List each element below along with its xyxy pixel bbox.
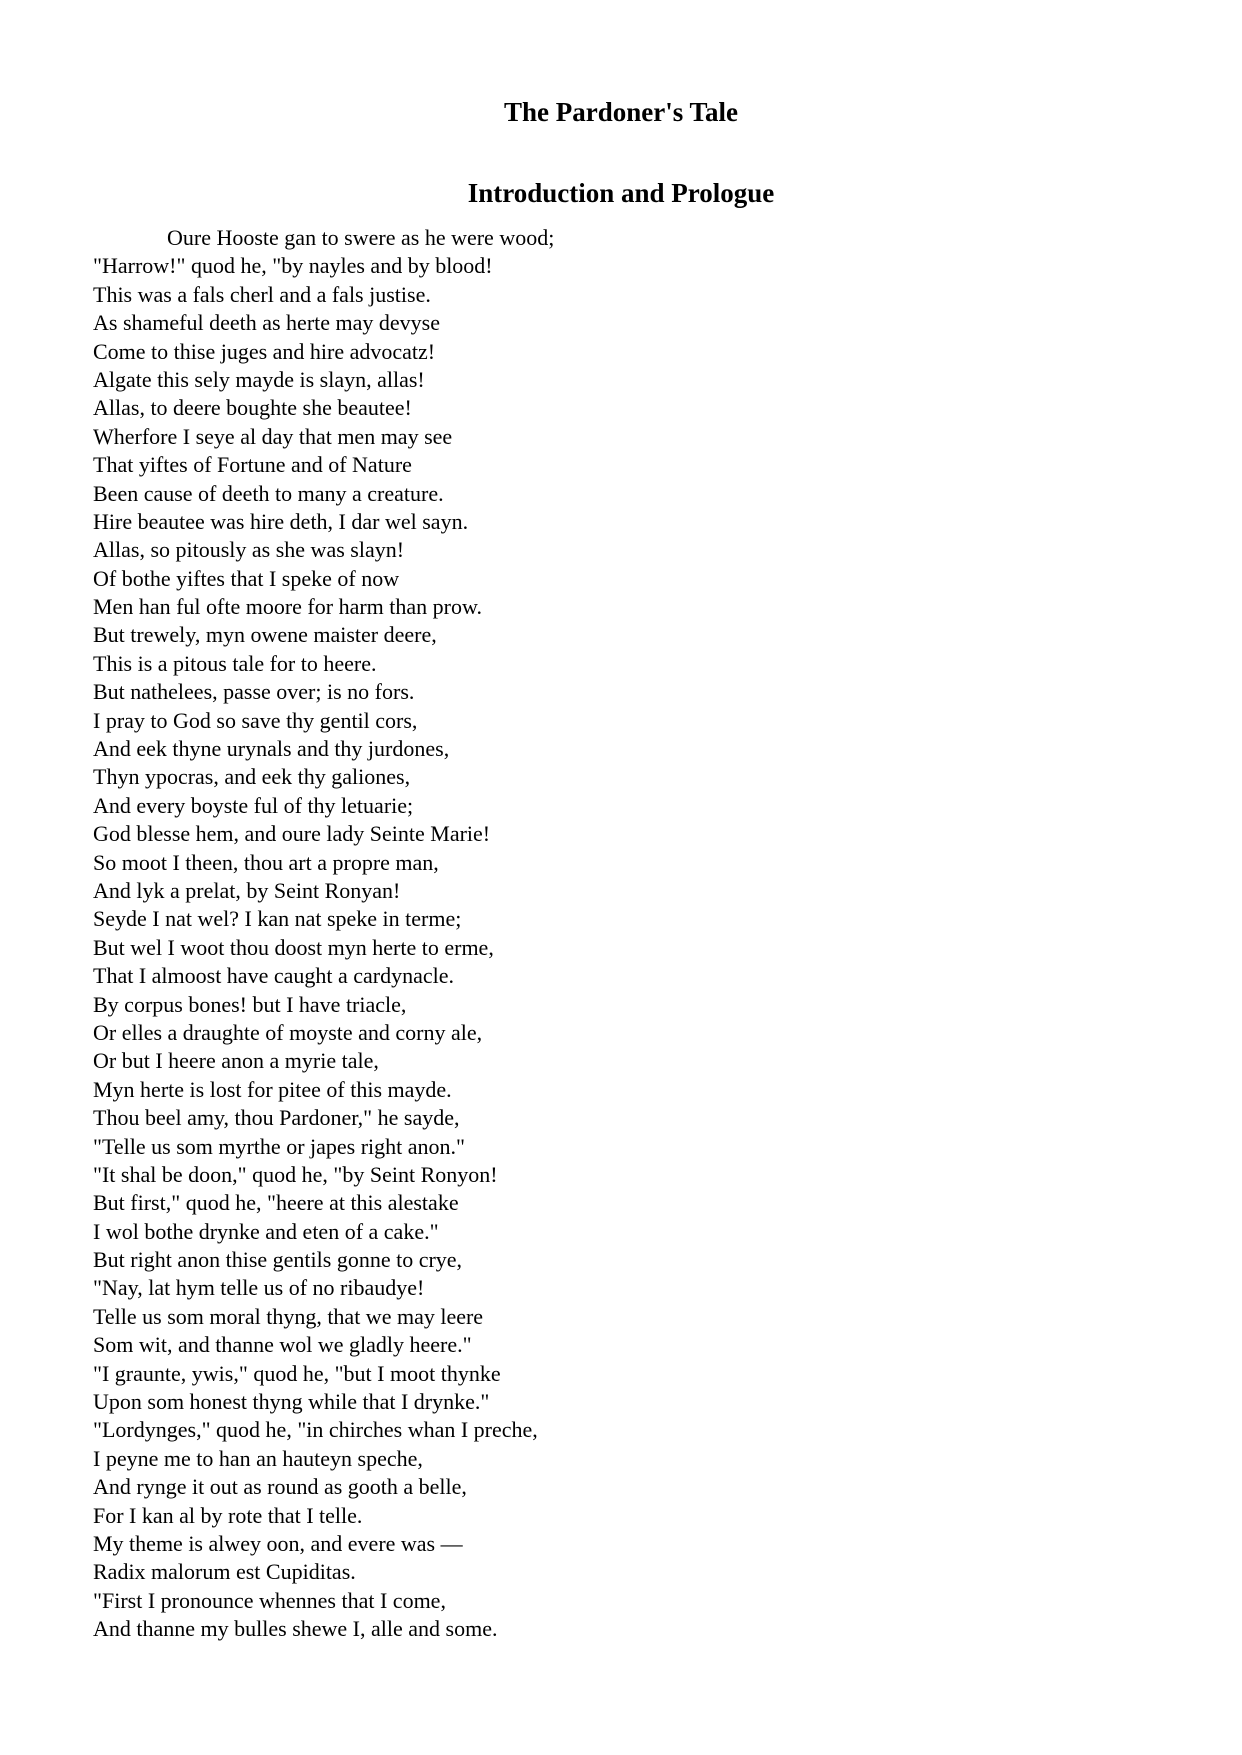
poem-line: So moot I theen, thou art a propre man,: [93, 849, 439, 875]
poem-line: Telle us som moral thyng, that we may leere: [93, 1303, 484, 1329]
poem-line: Allas, to deere boughte she beautee!: [93, 395, 412, 421]
poem-line: Hire beautee was hire deth, I dar wel sayn.: [93, 508, 469, 534]
poem-line: Thou beel amy, thou Pardoner," he sayde,: [93, 1105, 460, 1131]
poem-line: "Harrow!" quod he, "by nayles and by blood!: [93, 253, 493, 279]
poem-text: [93, 224, 1193, 1644]
poem-line: Allas, so pitously as she was slayn!: [93, 537, 405, 563]
poem-line: And thanne my bulles shewe I, alle and some.: [93, 1616, 498, 1642]
poem-line: I wol bothe drynke and eten of a cake.": [93, 1218, 439, 1244]
poem-line: Som wit, and thanne wol we gladly heere.": [93, 1332, 472, 1358]
poem-line: Oure Hooste gan to swere as he were wood;: [167, 225, 555, 250]
poem-line: God blesse hem, and oure lady Seinte Marie!: [93, 821, 491, 847]
poem-line: And rynge it out as round as gooth a belle,: [93, 1474, 467, 1500]
document-title: The Pardoner's Tale: [503, 97, 739, 127]
poem-line: Been cause of deeth to many a creature.: [93, 480, 444, 506]
poem-line: That yiftes of Fortune and of Nature: [93, 452, 412, 478]
poem-line: "Nay, lat hym telle us of no ribaudye!: [93, 1275, 425, 1301]
poem-line: This is a pitous tale for to heere.: [93, 650, 377, 676]
poem-line: Thyn ypocras, and eek thy galiones,: [93, 764, 411, 790]
section-heading: Introduction and Prologue: [467, 178, 775, 208]
poem-line: And lyk a prelat, by Seint Ronyan!: [93, 877, 401, 903]
poem-line: Or elles a draughte of moyste and corny ale,: [93, 1019, 483, 1045]
poem-line: I pray to God so save thy gentil cors,: [93, 707, 418, 733]
poem-line: Radix malorum est Cupiditas.: [93, 1559, 356, 1585]
poem-line: This was a fals cherl and a fals justise.: [93, 281, 431, 307]
poem-line: "Lordynges," quod he, "in chirches whan I preche,: [93, 1417, 538, 1443]
poem-line: And eek thyne urynals and thy jurdones,: [93, 736, 450, 762]
poem-line: For I kan al by rote that I telle.: [93, 1502, 363, 1528]
poem-line: I peyne me to han an hauteyn speche,: [93, 1445, 423, 1471]
poem-line: Upon som honest thyng while that I drynke.": [93, 1389, 490, 1415]
poem-line: But trewely, myn owene maister deere,: [93, 622, 437, 648]
poem-line: Or but I heere anon a myrie tale,: [93, 1048, 379, 1074]
poem-line: But wel I woot thou doost myn herte to erme,: [93, 934, 494, 960]
poem-line: "It shal be doon," quod he, "by Seint Ronyon!: [93, 1161, 498, 1187]
poem-line: By corpus bones! but I have triacle,: [93, 991, 407, 1017]
poem-line: But first," quod he, "heere at this alestake: [93, 1190, 459, 1216]
poem-line: Myn herte is lost for pitee of this mayde.: [93, 1076, 452, 1102]
poem-line: Come to thise juges and hire advocatz!: [93, 338, 436, 364]
poem-line: "First I pronounce whennes that I come,: [93, 1587, 446, 1613]
poem-line: "Telle us som myrthe or japes right anon.": [93, 1133, 466, 1159]
poem-line: Wherfore I seye al day that men may see: [93, 423, 453, 449]
poem-line: And every boyste ful of thy letuarie;: [93, 792, 414, 818]
poem-line: But right anon thise gentils gonne to crye,: [93, 1247, 463, 1273]
poem-line: Seyde I nat wel? I kan nat speke in terme;: [93, 906, 462, 932]
poem-line: "I graunte, ywis," quod he, "but I moot thynke: [93, 1360, 501, 1386]
poem-line: Algate this sely mayde is slayn, allas!: [93, 366, 425, 392]
poem-line: As shameful deeth as herte may devyse: [93, 310, 440, 336]
poem-line: That I almoost have caught a cardynacle.: [93, 963, 455, 989]
poem-line: Of bothe yiftes that I speke of now: [93, 565, 400, 591]
poem-line: Men han ful ofte moore for harm than prow.: [93, 594, 482, 620]
poem-line: But nathelees, passe over; is no fors.: [93, 679, 415, 705]
poem-line: My theme is alwey oon, and evere was —: [93, 1530, 463, 1556]
